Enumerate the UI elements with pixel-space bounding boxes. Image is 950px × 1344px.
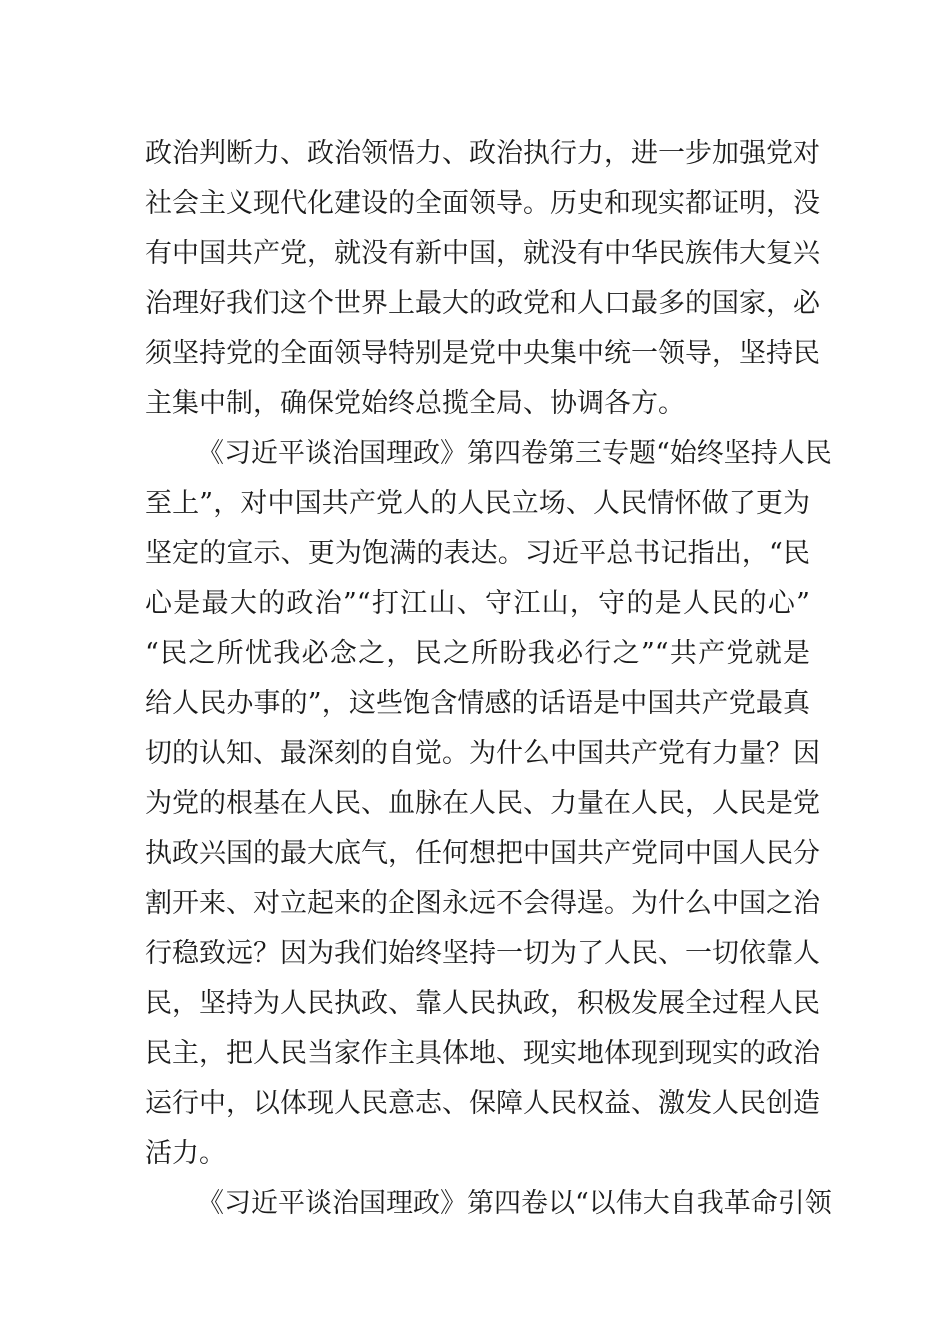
paragraph-first-line: 《习近平谈治国理政》第四卷第三专题“始终坚持人民 [197, 438, 832, 469]
text-line: 民，坚持为人民执政、靠人民执政，积极发展全过程人民 [145, 988, 820, 1019]
text-line: 行稳致远？因为我们始终坚持一切为了人民、一切依靠人 [145, 938, 820, 969]
text-line: 割开来、对立起来的企图永远不会得逞。为什么中国之治 [145, 888, 820, 919]
text-line: 政治判断力、政治领悟力、政治执行力，进一步加强党对 [145, 138, 820, 169]
text-line: 活力。 [145, 1138, 226, 1169]
text-line: 心是最大的政治”“打江山、守江山，守的是人民的心” [145, 588, 810, 619]
text-line: 运行中，以体现人民意志、保障人民权益、激发人民创造 [145, 1088, 820, 1119]
paragraph-first-line: 《习近平谈治国理政》第四卷以“以伟大自我革命引领 [197, 1188, 832, 1219]
text-line: 治理好我们这个世界上最大的政党和人口最多的国家，必 [145, 288, 820, 319]
text-line: 民主，把人民当家作主具体地、现实地体现到现实的政治 [145, 1038, 820, 1069]
text-line: 为党的根基在人民、血脉在人民、力量在人民，人民是党 [145, 788, 820, 819]
text-line: 至上”，对中国共产党人的人民立场、人民情怀做了更为 [145, 488, 810, 519]
text-line: 有中国共产党，就没有新中国，就没有中华民族伟大复兴 [145, 238, 820, 269]
text-line: 切的认知、最深刻的自觉。为什么中国共产党有力量？因 [145, 738, 820, 769]
text-line: 主集中制，确保党始终总揽全局、协调各方。 [145, 388, 685, 419]
text-line: “民之所忧我必念之，民之所盼我必行之”“共产党就是 [145, 638, 810, 669]
text-line: 坚定的宣示、更为饱满的表达。习近平总书记指出，“民 [145, 538, 810, 569]
text-line: 须坚持党的全面领导特别是党中央集中统一领导，坚持民 [145, 338, 820, 369]
text-line: 社会主义现代化建设的全面领导。历史和现实都证明，没 [145, 188, 820, 219]
text-line: 给人民办事的”，这些饱含情感的话语是中国共产党最真 [145, 688, 810, 719]
text-line: 执政兴国的最大底气，任何想把中国共产党同中国人民分 [145, 838, 820, 869]
